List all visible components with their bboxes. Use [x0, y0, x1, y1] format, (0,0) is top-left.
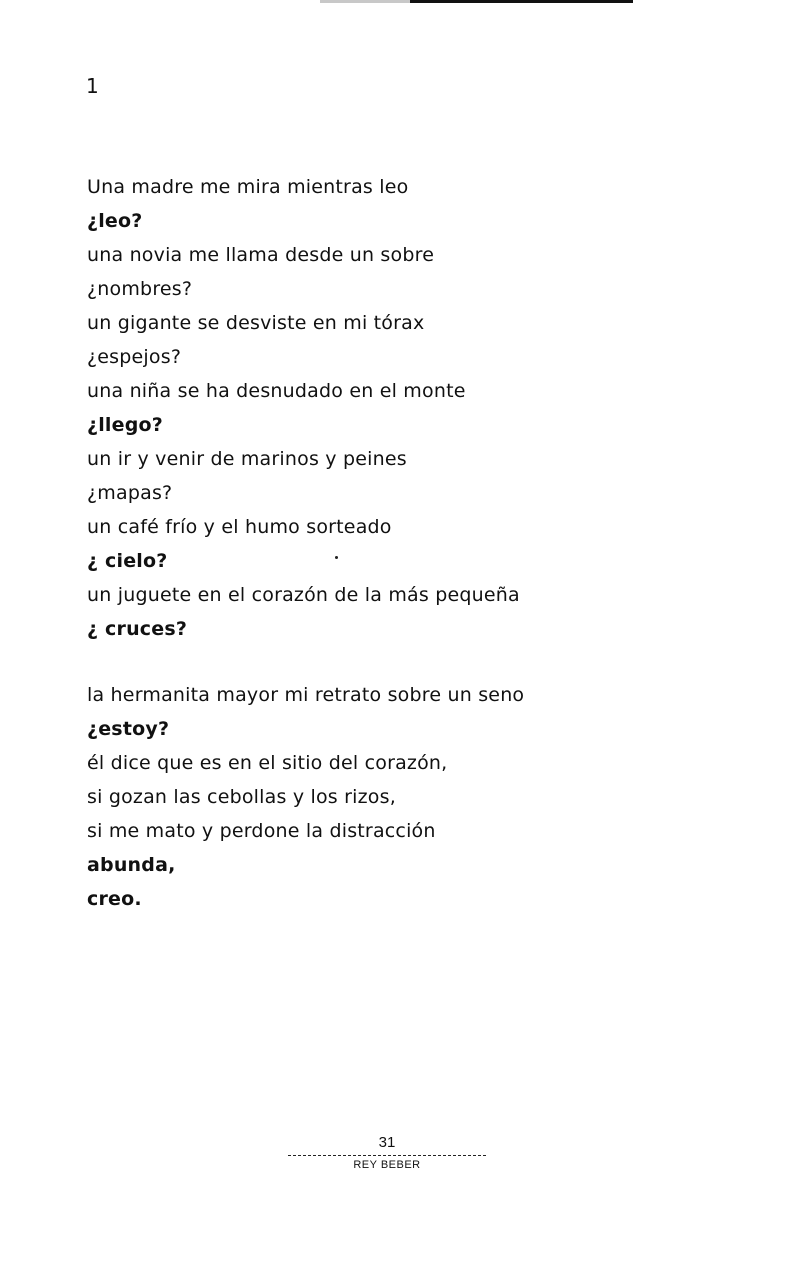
- poem-line: un juguete en el corazón de la más pequeña: [87, 584, 520, 606]
- poem-line: un café frío y el humo sorteado: [87, 516, 392, 538]
- poem-question-line: ¿leo?: [87, 210, 143, 232]
- footer-author: REY BEBER: [353, 1159, 421, 1171]
- poem-line: una niña se ha desnudado en el monte: [87, 380, 466, 402]
- poem-question-line: ¿ cielo?: [87, 550, 168, 572]
- page-footer: [288, 1133, 486, 1172]
- poem-question-line: ¿llego?: [87, 414, 164, 436]
- top-rule: [320, 0, 633, 3]
- poem-question-line: ¿mapas?: [87, 482, 173, 504]
- section-number: 1: [86, 74, 99, 98]
- poem-question-line: ¿estoy?: [87, 718, 170, 740]
- poem: [87, 170, 747, 916]
- stanza-1: [87, 170, 747, 646]
- stray-dot: [335, 556, 338, 559]
- poem-line: un gigante se desviste en mi tórax: [87, 312, 425, 334]
- poem-line: si me mato y perdone la distracción: [87, 820, 436, 842]
- poem-line: creo.: [87, 888, 142, 910]
- poem-line: él dice que es en el sitio del corazón,: [87, 752, 448, 774]
- poem-question-line: ¿espejos?: [87, 346, 182, 368]
- poem-question-line: ¿nombres?: [87, 278, 193, 300]
- poem-line: una novia me llama desde un sobre: [87, 244, 435, 266]
- stanza-2: [87, 678, 747, 916]
- poem-line: la hermanita mayor mi retrato sobre un seno: [87, 684, 525, 706]
- poem-line: abunda,: [87, 854, 176, 876]
- page-number: 31: [378, 1134, 396, 1151]
- footer-divider: [288, 1155, 486, 1156]
- poem-question-line: ¿ cruces?: [87, 618, 188, 640]
- poem-line: un ir y venir de marinos y peines: [87, 448, 407, 470]
- poem-line: Una madre me mira mientras leo: [87, 176, 409, 198]
- poem-line: si gozan las cebollas y los rizos,: [87, 786, 396, 808]
